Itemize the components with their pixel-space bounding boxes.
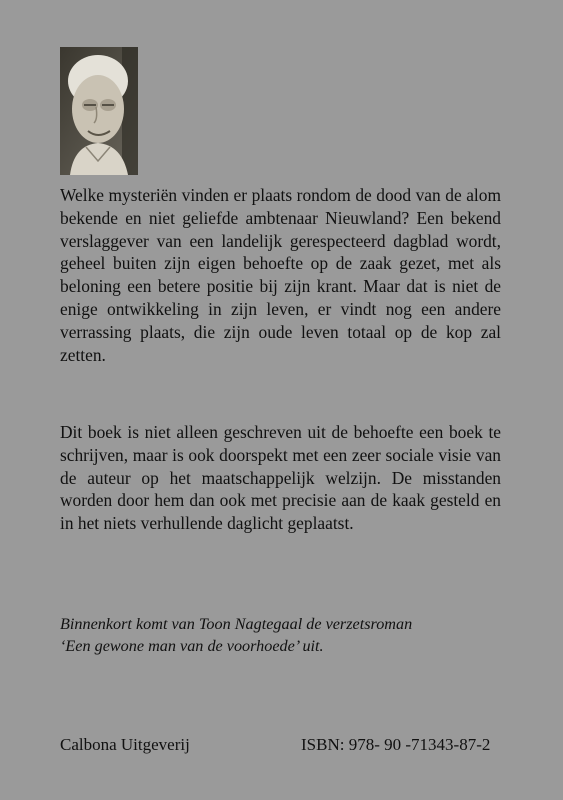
announcement-line-1: Binnenkort komt van Toon Nagtegaal de verzetsroman <box>60 615 413 633</box>
announcement-line-2: ‘Een gewone man van de voorhoede’ uit. <box>60 637 324 655</box>
description-paragraph-2: Dit boek is niet alleen geschreven uit de behoefte een boek te schrijven, maar is ook doorspekt met een zeer sociale visie van de auteur op het maatschappelijk welzijn. De misstanden worden door hem dan ook met precisie aan de kaak gesteld en in het niets verhullende daglicht geplaatst. <box>60 422 501 534</box>
description-paragraph-1: Welke mysteriën vinden er plaats rondom de dood van de alom bekende en niet geliefde ambtenaar Nieuwland? Een bekend verslaggever van een landelijk gerespecteerd dagblad wordt, geheel buiten zijn eigen behoefte op de zaak gezet, met als beloning een betere positie bij zijn krant. Maar dat is niet de enige ontwikkeling in zijn leven, er vindt nog een andere verrassing plaats, die zijn oude leven totaal op de kop zal zetten. <box>60 185 501 365</box>
publisher-name: Calbona Uitgeverij <box>60 735 190 754</box>
author-photo <box>60 47 138 175</box>
isbn-number: ISBN: 978- 90 -71343-87-2 <box>301 735 491 754</box>
